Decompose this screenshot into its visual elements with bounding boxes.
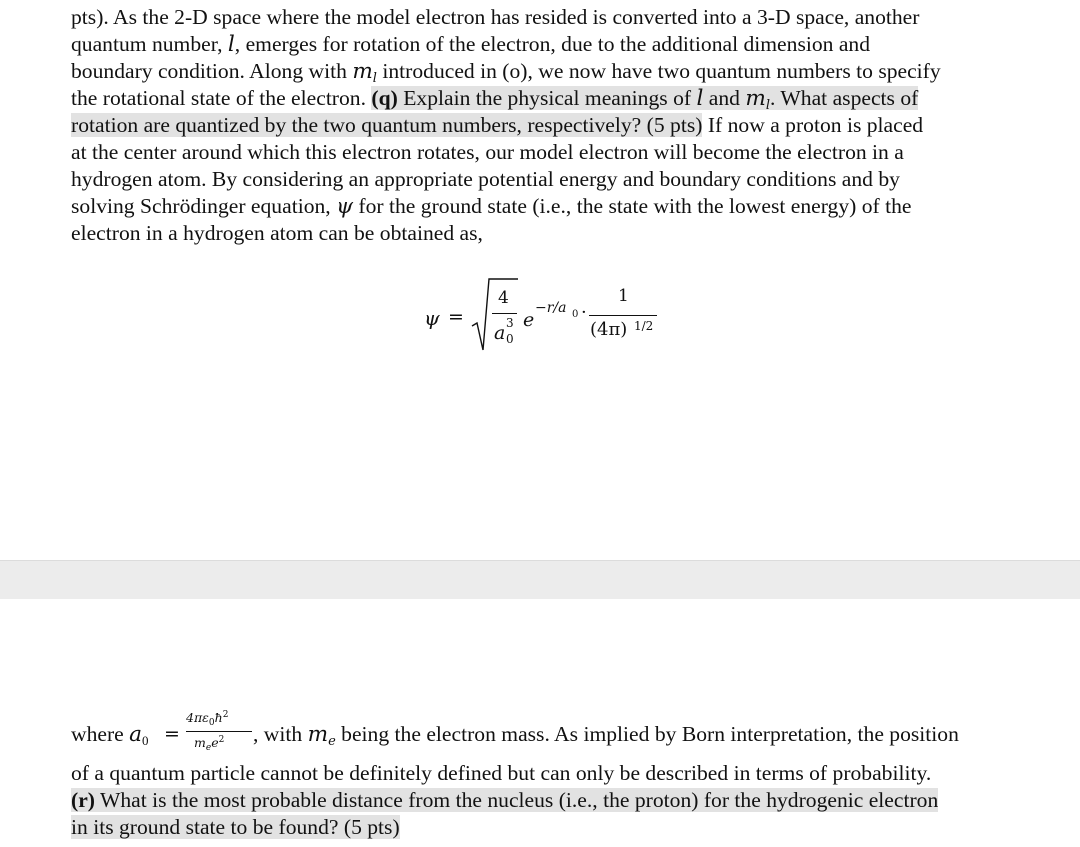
exponent-r-over-a0: −r/a [535,300,567,316]
subscript-l: l [765,98,771,113]
text-run: boundary condition. Along with [71,59,353,83]
text-line [71,787,1031,814]
text-run: being the electron mass. As implied by Born interpretation, the position [335,722,959,746]
text-run: solving Schrödinger equation, [71,194,337,218]
subscript-0: 0 [572,309,579,320]
text-run: pts). As the 2-D space where the model electron has resided is converted into a 3-D space, another [71,5,920,29]
text-run: , emerges for rotation of the electron, due to the additional dimension and [234,32,871,56]
hbar-symbol: ħ [214,710,223,726]
text-line [71,31,1031,58]
text-run: quantum number, [71,32,228,56]
a0-denominator [194,735,225,754]
fraction-bar [589,315,657,316]
text-run: e [211,735,219,751]
text-line [71,85,1031,112]
bottom-paragraph-line-1-rest [253,721,1033,748]
page-separator [0,560,1080,600]
text-line [71,220,1031,247]
sqrt-numerator: 4 [498,288,509,308]
symbol-m: m [745,86,766,111]
highlighted-question-q-cont: rotation are quantized by the two quantum numbers, respectively? (5 pts) [71,113,703,137]
exponent-2: 2 [218,735,225,745]
text-run: 4πε [186,710,209,726]
equals-sign: = [164,723,180,745]
exponent-half: 1/2 [634,319,654,333]
text-line [71,814,1031,841]
text-run: , [253,722,259,746]
symbol-a: a [129,722,143,747]
document-page-bottom [0,599,1080,847]
equals-sign: = [448,306,464,328]
text-line [71,139,1031,166]
text-line [71,166,1031,193]
fraction-denominator: (4π) [590,319,628,340]
text-line [71,112,1031,139]
multiply-dot: · [581,302,587,323]
exponent-2: 2 [222,710,229,720]
text-run: at the center around which this electron rotates, our model electron will become the electron in a [71,140,904,164]
text-line [71,4,1031,31]
text-line [71,193,1031,220]
text-run: with [258,722,308,746]
text-run: electron in a hydrogen atom can be obtained as, [71,221,483,245]
bottom-paragraph [71,760,1031,841]
text-line [71,760,1031,787]
symbol-m: m [307,722,329,747]
text-line [71,58,1031,85]
psi-symbol: ψ [424,306,440,330]
text-run: hydrogen atom. By considering an appropriate potential energy and boundary conditions and by [71,167,900,191]
question-label-q: (q) [371,86,398,110]
text-run: the rotational state of the electron. [71,86,372,110]
symbol-psi: ψ [336,194,354,219]
exponential-e: e [523,309,535,331]
fraction-bar [492,313,517,314]
subscript-0: 0 [506,332,514,346]
sqrt-denominator: a [494,322,506,344]
top-paragraph [71,4,1031,247]
symbol-l: l [696,86,704,111]
highlighted-question-q: (q) Explain the physical meanings of l and $m_l$. What aspects of [371,86,919,113]
a0-numerator [186,710,229,729]
subscript-e: e [205,743,212,754]
highlighted-question-r-cont: in its ground state to be found? (5 pts) [71,815,400,839]
text-run: where [71,722,130,746]
subscript-0: 0 [142,733,149,748]
text-line [253,721,1033,748]
question-label-r: (r) [71,788,95,812]
text-run: for the ground state (i.e., the state with the lowest energy) of the [353,194,912,218]
text-run: of a quantum particle cannot be definitely defined but can only be described in terms of probability. [71,761,932,785]
highlighted-question-r: (r) What is the most probable distance from the nucleus (i.e., the proton) for the hydrogenic electron [71,788,939,812]
subscript-0: 0 [208,718,215,729]
text-run: m [194,735,206,751]
text-run: introduced in (o), we now have two quantum numbers to specify [376,59,941,83]
subscript-l: l [372,71,377,86]
exponent-3: 3 [506,316,514,330]
text-run: If now a proton is placed [702,113,924,137]
symbol-l: l [227,32,235,57]
fraction-numerator: 1 [618,286,629,306]
symbol-m: m [352,59,373,84]
subscript-e: e [328,734,336,749]
fraction-bar [186,731,252,732]
